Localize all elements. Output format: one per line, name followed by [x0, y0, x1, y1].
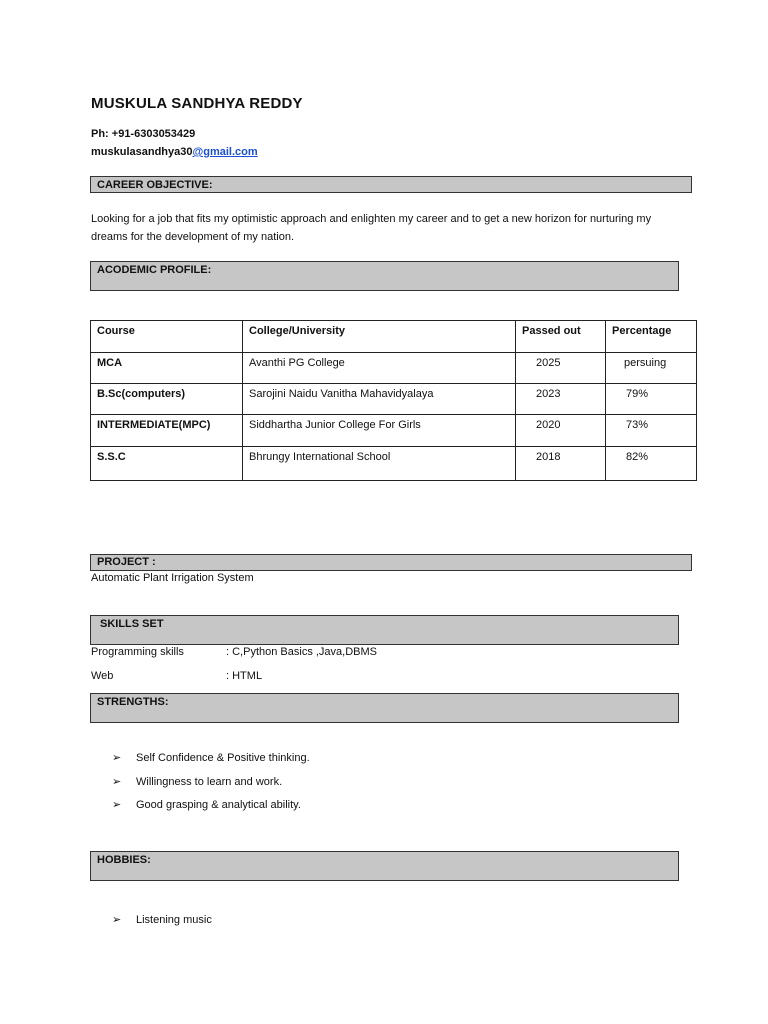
cell-percentage: persuing — [606, 353, 697, 384]
cell-college: Sarojini Naidu Vanitha Mahavidyalaya — [243, 384, 516, 415]
cell-year: 2023 — [516, 384, 606, 415]
email-address — [91, 146, 258, 158]
cell-percentage: 82% — [606, 447, 697, 481]
skill-value-web: : HTML — [226, 670, 263, 682]
section-career-objective: CAREER OBJECTIVE: — [90, 176, 692, 193]
section-hobbies: HOBBIES: — [90, 851, 679, 881]
cell-percentage: 73% — [606, 415, 697, 447]
skill-label-programming: Programming skills — [91, 646, 184, 658]
arrow-bullet-icon: ➢ — [112, 775, 122, 788]
cell-course: B.Sc(computers) — [91, 384, 243, 415]
cell-college: Avanthi PG College — [243, 353, 516, 384]
cell-course: S.S.C — [91, 447, 243, 481]
table-row — [91, 447, 697, 481]
cell-college: Bhrungy International School — [243, 447, 516, 481]
candidate-name: MUSKULA SANDHYA REDDY — [91, 95, 303, 112]
arrow-bullet-icon: ➢ — [112, 752, 122, 764]
header-passed-out: Passed out — [516, 321, 606, 353]
cell-college: Siddhartha Junior College For Girls — [243, 415, 516, 447]
section-academic-profile: ACODEMIC PROFILE: — [90, 261, 679, 291]
list-item: ➢ Self Confidence & Positive thinking. — [112, 752, 310, 764]
table-row — [91, 415, 697, 447]
cell-year: 2018 — [516, 447, 606, 481]
cell-percentage: 79% — [606, 384, 697, 415]
cell-course: MCA — [91, 353, 243, 384]
objective-text: Looking for a job that fits my optimistic approach and enlighten my career and to get a new horizon for nurturing my dreams for the development of my nation. — [91, 213, 652, 243]
project-text: Automatic Plant Irrigation System — [91, 572, 254, 584]
list-item: ➢ Good grasping & analytical ability. — [112, 799, 301, 811]
header-course: Course — [91, 321, 243, 353]
cell-year: 2025 — [516, 353, 606, 384]
arrow-bullet-icon: ➢ — [112, 799, 122, 811]
cell-year: 2020 — [516, 415, 606, 447]
strengths-list — [112, 752, 310, 823]
list-item: ➢ Willingness to learn and work. — [112, 775, 283, 788]
header-percentage: Percentage — [606, 321, 697, 353]
email-user: muskulasandhya30 — [91, 146, 193, 158]
cell-course: INTERMEDIATE(MPC) — [91, 415, 243, 447]
phone-number: Ph: +91-6303053429 — [91, 128, 196, 140]
section-project: PROJECT : — [90, 554, 692, 571]
header-college: College/University — [243, 321, 516, 353]
list-item: ➢ Listening music — [112, 914, 212, 926]
skill-value-programming: : C,Python Basics ,Java,DBMS — [226, 646, 377, 658]
email-link[interactable]: @gmail.com — [192, 146, 258, 158]
arrow-bullet-icon: ➢ — [112, 914, 122, 926]
section-skills: SKILLS SET — [90, 615, 679, 645]
hobbies-list — [112, 914, 212, 938]
academic-table — [90, 320, 697, 481]
table-row — [91, 384, 697, 415]
section-strengths: STRENGTHS: — [90, 693, 679, 723]
skill-label-web: Web — [91, 670, 114, 682]
table-row — [91, 353, 697, 384]
table-header-row — [91, 321, 697, 353]
